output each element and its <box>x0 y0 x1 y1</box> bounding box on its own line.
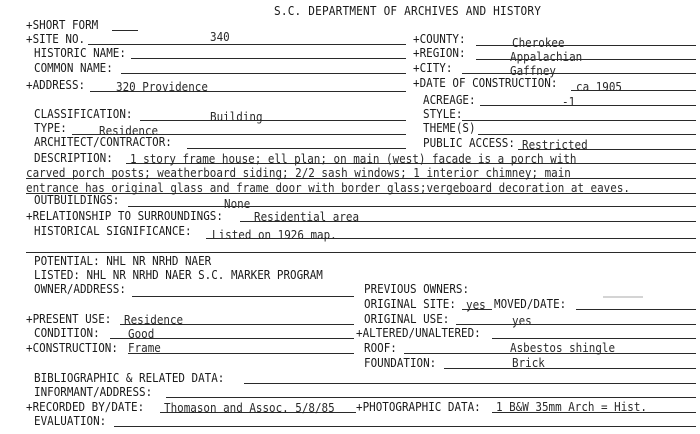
foundation-line <box>444 368 696 369</box>
present-use-label: +PRESENT USE: <box>26 311 112 326</box>
original-site-value: yes <box>466 297 486 312</box>
description-line-1: 1 story frame house; ell plan; on main (west) facade is a porch with <box>130 151 577 166</box>
county-line <box>476 45 696 46</box>
roof-line <box>404 353 696 354</box>
roof-value: Asbestos shingle <box>510 340 616 355</box>
historical-significance-value: Listed on 1926 map. <box>212 227 337 242</box>
moved-date-line <box>576 309 696 310</box>
outbuildings-line <box>128 206 696 207</box>
region-label: +REGION: <box>413 45 466 60</box>
altered-line <box>492 338 696 339</box>
address-line <box>90 91 406 92</box>
site-no-line <box>88 44 406 45</box>
photographic-label: +PHOTOGRAPHIC DATA: <box>356 399 481 414</box>
condition-line <box>110 338 354 339</box>
description-label: DESCRIPTION: <box>34 150 113 165</box>
classification-value: Building <box>210 109 263 124</box>
classification-line <box>140 120 406 121</box>
altered-label: +ALTERED/UNALTERED: <box>356 325 481 340</box>
date-construction-value: ca 1905 <box>576 79 622 94</box>
acreage-label: ACREAGE: <box>423 92 476 107</box>
original-site-label: ORIGINAL SITE: <box>364 296 456 311</box>
informant-label: INFORMANT/ADDRESS: <box>34 384 153 399</box>
roof-label: ROOF: <box>364 340 397 355</box>
date-construction-label: +DATE OF CONSTRUCTION: <box>413 75 558 90</box>
original-site-line <box>462 309 492 310</box>
style-label: STYLE: <box>423 106 463 121</box>
county-value: Cherokee <box>512 35 565 50</box>
site-no-label: +SITE NO. <box>26 31 86 46</box>
historical-significance-line-1 <box>206 238 696 239</box>
address-value: 320 Providence <box>116 79 208 94</box>
present-use-value: Residence <box>124 312 184 327</box>
photographic-line <box>492 412 696 413</box>
scan-smudge <box>603 296 643 298</box>
evaluation-label: EVALUATION: <box>34 413 107 428</box>
description-line-2: carved porch posts; weatherboard siding; 2/2 sash windows; 1 interior chimney; main <box>26 165 571 180</box>
condition-label: CONDITION: <box>34 325 100 340</box>
type-value: Residence <box>99 123 159 138</box>
public-access-value: Restricted <box>522 137 588 152</box>
owner-address-label: OWNER/ADDRESS: <box>34 281 126 296</box>
informant-line <box>166 397 696 398</box>
relationship-line <box>240 221 696 222</box>
previous-owners-label: PREVIOUS OWNERS: <box>364 281 470 296</box>
style-line <box>462 120 696 121</box>
architect-label: ARCHITECT/CONTRACTOR: <box>34 134 172 149</box>
short-form-line <box>112 30 138 31</box>
common-name-line <box>121 73 406 74</box>
original-use-line <box>456 324 696 325</box>
short-form-label: +SHORT FORM <box>26 17 99 32</box>
type-label: TYPE: <box>34 120 67 135</box>
foundation-value: Brick <box>512 355 545 370</box>
public-access-line <box>518 149 696 150</box>
bibliographic-line <box>244 383 696 384</box>
county-label: +COUNTY: <box>413 31 466 46</box>
description-underline-3 <box>26 193 696 194</box>
region-value: Appalachian <box>510 49 583 64</box>
outbuildings-label: OUTBUILDINGS: <box>34 192 120 207</box>
present-use-line <box>120 324 354 325</box>
description-underline-1 <box>126 163 696 164</box>
construction-value: Frame <box>128 340 161 355</box>
bibliographic-label: BIBLIOGRAPHIC & RELATED DATA: <box>34 370 225 385</box>
recorded-by-line <box>160 412 356 413</box>
recorded-by-label: +RECORDED BY/DATE: <box>26 399 145 414</box>
construction-line <box>128 353 354 354</box>
historical-significance-label: HISTORICAL SIGNIFICANCE: <box>34 223 192 238</box>
architect-line <box>187 148 406 149</box>
city-label: +CITY: <box>413 60 453 75</box>
owner-address-line <box>132 296 354 297</box>
description-line-3: entrance has original glass and frame door with border glass;vergeboard decoration at eaves. <box>26 180 630 195</box>
address-label: +ADDRESS: <box>26 77 86 92</box>
city-line <box>462 73 696 74</box>
city-value: Gaffney <box>510 63 556 78</box>
themes-label: THEME(S) <box>423 120 476 135</box>
date-construction-line <box>571 90 696 91</box>
region-line <box>476 59 696 60</box>
condition-value: Good <box>128 326 155 341</box>
public-access-label: PUBLIC ACCESS: <box>423 135 515 150</box>
description-underline-2 <box>26 178 696 179</box>
original-use-value: yes <box>512 313 532 328</box>
acreage-value: -1 <box>562 94 576 109</box>
listed-row: LISTED: NHL NR NRHD NAER S.C. MARKER PROGRAM <box>34 267 323 282</box>
relationship-value: Residential area <box>254 209 360 224</box>
photographic-value: 1 B&W 35mm Arch = Hist. <box>496 399 647 414</box>
historic-name-line <box>131 58 406 59</box>
recorded-by-value: Thomason and Assoc. 5/8/85 <box>164 400 335 415</box>
original-use-label: ORIGINAL USE: <box>364 311 450 326</box>
construction-label: +CONSTRUCTION: <box>26 340 118 355</box>
potential-row: POTENTIAL: NHL NR NRHD NAER <box>34 253 212 268</box>
moved-date-label: MOVED/DATE: <box>494 296 567 311</box>
outbuildings-value: None <box>224 196 251 211</box>
page-title: S.C. DEPARTMENT OF ARCHIVES AND HISTORY <box>274 3 542 18</box>
evaluation-line <box>114 426 696 427</box>
classification-label: CLASSIFICATION: <box>34 106 133 121</box>
historic-name-label: HISTORIC NAME: <box>34 45 126 60</box>
site-no-value: 340 <box>210 29 230 44</box>
acreage-line <box>480 105 696 106</box>
foundation-label: FOUNDATION: <box>364 355 437 370</box>
relationship-label: +RELATIONSHIP TO SURROUNDINGS: <box>26 208 223 223</box>
common-name-label: COMMON NAME: <box>34 60 113 75</box>
